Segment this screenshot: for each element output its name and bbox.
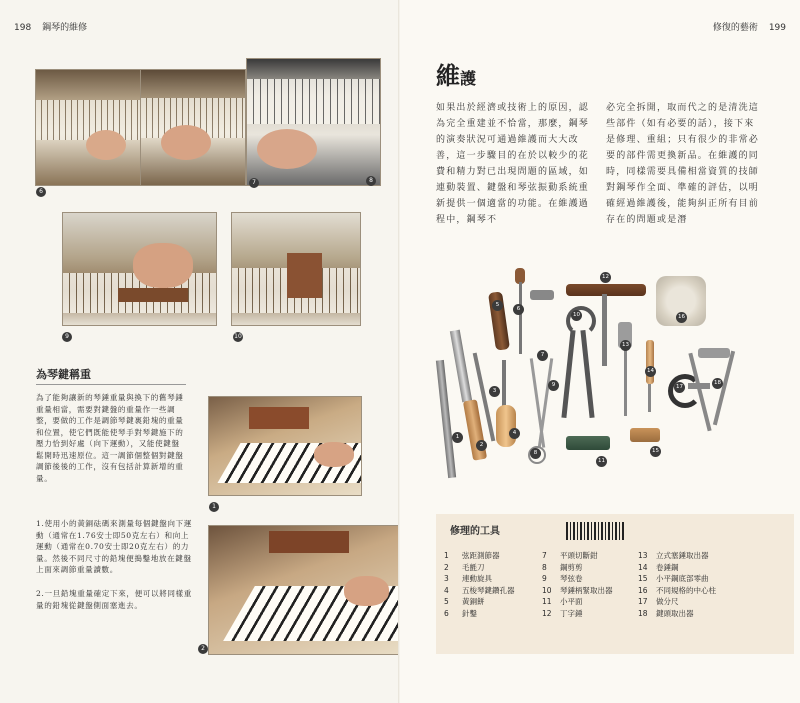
barcode-graphic — [566, 522, 626, 540]
legend-column-2 — [542, 550, 613, 619]
legend-item: 7 平頭切斷鉗 — [542, 551, 598, 560]
photo-step-10 — [231, 212, 361, 326]
callout-8: 8 — [530, 448, 541, 459]
section-intro: 為了能夠讓新的琴錘重量與換下的舊琴錘重量相當，需要對鍵盤的重量作一些調整，要做的工作是調節琴鍵裏鉛塊的重量和位置，使它們既能使琴手對琴鍵施下的壓力恰到好處（向下運動），又能使鍵盤鬆開時迅速原位。這一調節個整個對鍵盤調節後後的工作，沒有包括計算新增的重量。 — [36, 393, 184, 483]
callout-2: 2 — [476, 440, 487, 451]
photo-number-9: 9 — [62, 332, 72, 342]
photo-step-1 — [208, 396, 362, 496]
photo-number-1: 1 — [209, 502, 219, 512]
step-2-text: 2.一旦鉛塊重量確定下來，便可以將同樣重量的鉛塊從鍵盤側面塞進去。 — [36, 589, 192, 610]
legend-column-1 — [444, 550, 515, 619]
callout-10: 10 — [571, 310, 582, 321]
section-title: 為琴鍵稱重 — [36, 368, 91, 381]
legend-item: 17 做分尺 — [638, 597, 679, 606]
tool-14-shaft — [648, 384, 651, 412]
legend-item: 18 鍵頭取出器 — [638, 608, 694, 618]
hand — [86, 130, 126, 160]
maintenance-title-large: 維 — [436, 61, 460, 90]
tool-4-handle — [496, 405, 516, 447]
tool-18-head — [698, 348, 730, 358]
tool-15 — [630, 428, 660, 442]
callout-5: 5 — [492, 300, 503, 311]
callout-1: 1 — [452, 432, 463, 443]
tool-12-shaft — [602, 294, 607, 366]
photo-number-8: 8 — [366, 176, 376, 186]
hand — [257, 129, 317, 169]
legend-item: 16 不同規格的中心柱 — [638, 585, 716, 595]
callout-12: 12 — [600, 272, 611, 283]
legend-title: 修理的工具 — [450, 526, 500, 537]
hammer-rail — [269, 531, 349, 553]
callout-3: 3 — [489, 386, 500, 397]
maintenance-column-1: 如果出於經濟或技術上的原因，認為完全重建並不恰當，那麼，鋼琴的演奏狀況可通過維護而大大改善，這一步驟目的在於以較少的花費和精力對已出現問題的區域，如連動裝置、鍵盤和琴弦振動系統重新提供一個適當的功能。在維護過程中，鋼琴不 — [436, 103, 590, 225]
maintenance-title-small: 護 — [460, 69, 477, 88]
callout-13: 13 — [620, 340, 631, 351]
section-divider — [36, 384, 186, 385]
hand — [161, 125, 211, 160]
legend-item: 6 針鑿 — [444, 608, 477, 618]
step-1-text: 1.使用小的黃銅砝碼來測量每個鍵盤向下運動（通常在1.76安士即50克左右）和向上運動（通常在0.70安士即20克左右）的力量。然後不同尺寸的鉛塊便搗鑿地放在鍵盤上面來調節重量讀數。 — [36, 519, 192, 574]
left-page-header — [14, 20, 87, 33]
photo-step-9 — [62, 212, 217, 326]
running-title: 鋼琴的維修 — [42, 23, 88, 33]
hand — [344, 576, 389, 606]
maintenance-title — [436, 56, 476, 91]
callout-7: 7 — [537, 350, 548, 361]
legend-item: 9 琴弦卷 — [542, 574, 583, 583]
legend-item: 12 丁字錘 — [542, 608, 583, 618]
right-page-header — [713, 20, 786, 33]
tool-6-shaft — [519, 282, 522, 354]
callout-15: 15 — [650, 446, 661, 457]
callout-4: 4 — [509, 428, 520, 439]
photo-number-10: 10 — [234, 333, 242, 340]
legend-item: 4 五梭琴鍵鑽孔器 — [444, 585, 515, 595]
tool-14-handle — [646, 340, 654, 384]
hammer-rail — [249, 407, 309, 429]
page-number: 199 — [768, 23, 786, 33]
callout-18: 18 — [712, 378, 723, 389]
legend-item: 11 小平面 — [542, 597, 583, 606]
tool-13-shaft — [624, 346, 627, 416]
tool-4-shaft — [502, 360, 506, 410]
legend-item: 3 連動旋具 — [444, 574, 492, 583]
hammer-block — [287, 253, 322, 298]
hand — [314, 442, 354, 467]
legend-item: 14 卷錘鋼 — [638, 562, 679, 572]
tool-11 — [566, 436, 610, 450]
photo-step-6 — [35, 69, 141, 186]
legend-item: 1 弦距測節器 — [444, 551, 500, 560]
running-title: 修復的藝術 — [712, 23, 758, 33]
legend-item: 5 黃銅餅 — [444, 597, 485, 606]
page-number: 198 — [14, 23, 32, 33]
legend-item: 8 鋼剪剪 — [542, 562, 583, 572]
maintenance-column-2: 必完全拆開，取而代之的是清洗這些部件（如有必要的話），接下來是修理、重組；只有很少的非常必要的部件需更換新品。在維護的同時，同樣需要具備相當資質的技師對鋼琴作全面、準確的評估，以明確經過維護後，能夠糾正所有目前存在的問題或是潛 — [606, 103, 760, 225]
legend-item: 10 琴錘柄緊取出器 — [542, 585, 613, 595]
legend-item: 2 毛氈刀 — [444, 562, 485, 572]
callout-17: 17 — [674, 382, 685, 393]
photo-step-2 — [208, 525, 400, 655]
legend-item: 15 小平鋼底部零曲 — [638, 574, 709, 583]
callout-11: 11 — [596, 456, 607, 467]
photo-step-7 — [140, 69, 246, 186]
photo-step-8 — [246, 58, 381, 186]
photo-number-2: 2 — [198, 644, 208, 654]
tool-7 — [530, 290, 554, 300]
hand — [133, 243, 193, 288]
callout-6: 6 — [513, 304, 524, 315]
callout-14: 14 — [645, 366, 656, 377]
lead-block-tool — [118, 288, 188, 302]
tools-legend — [436, 514, 794, 654]
callout-16: 16 — [676, 312, 687, 323]
legend-column-3 — [638, 550, 716, 619]
photo-number-7: 7 — [249, 178, 259, 188]
callout-9: 9 — [548, 380, 559, 391]
photo-number-6: 6 — [36, 187, 46, 197]
legend-item: 13 立式塞錘取出器 — [638, 551, 709, 560]
